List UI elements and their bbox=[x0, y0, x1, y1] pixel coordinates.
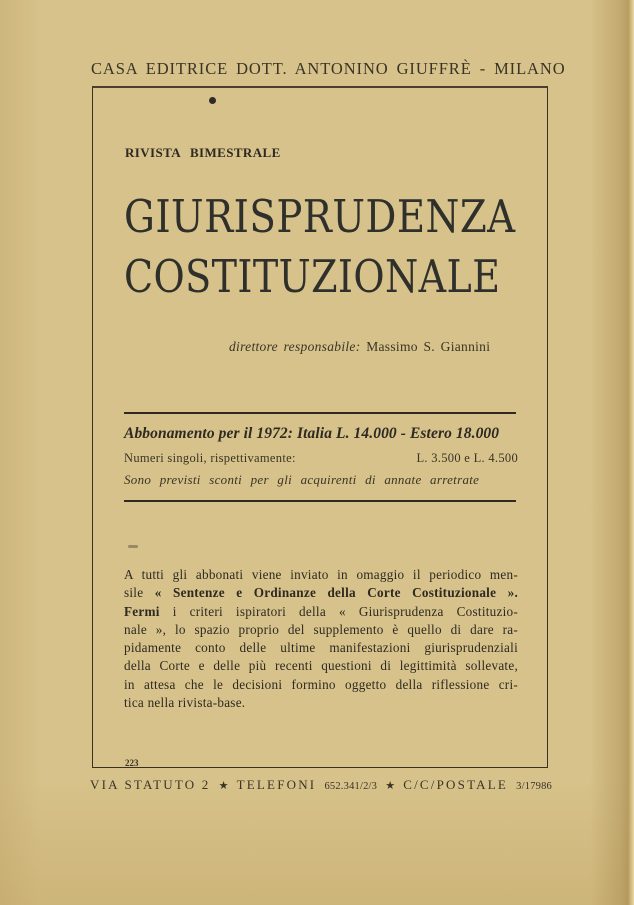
notice-paragraph bbox=[124, 566, 518, 712]
journal-title-line-1: GIURISPRUDENZA bbox=[124, 190, 516, 243]
postal-label: C/C/POSTALE bbox=[403, 777, 509, 792]
ink-smudge bbox=[128, 545, 138, 548]
postal-number: 3/17986 bbox=[516, 781, 552, 792]
divider-top bbox=[124, 412, 516, 414]
page-number: 223 bbox=[125, 758, 139, 768]
star-icon: ★ bbox=[385, 780, 396, 792]
director-credit bbox=[229, 339, 490, 355]
notice-line: sile « Sentenze e Ordinanze della Corte Costituzionale ». bbox=[124, 585, 519, 601]
single-issue-values: L. 3.500 e L. 4.500 bbox=[416, 451, 518, 465]
journal-title-line-2: COSTITUZIONALE bbox=[124, 250, 501, 303]
director-role: direttore responsabile: bbox=[229, 339, 361, 354]
ink-dot bbox=[209, 97, 216, 104]
phone-number: 652.341/2/3 bbox=[324, 781, 378, 792]
notice-line: della Corte e delle più recenti questioni di legittimità sollevate, bbox=[124, 658, 518, 674]
notice-line: tica nella rivista-base. bbox=[124, 695, 246, 711]
notice-line: Fermi i criteri ispiratori della « Giurisprudenza Costituzio- bbox=[124, 603, 518, 619]
single-issue-label: Numeri singoli, rispettivamente: bbox=[124, 451, 296, 465]
publisher-footer bbox=[90, 777, 552, 793]
notice-line: pidamente conto delle ultime manifestazioni giurisprudenziali bbox=[124, 640, 518, 656]
notice-line: in attesa che le decisioni formino oggetto della riflessione cri- bbox=[124, 676, 518, 692]
divider-bottom bbox=[124, 500, 516, 502]
page-edge bbox=[628, 0, 634, 905]
journal-type: RIVISTA BIMESTRALE bbox=[125, 145, 281, 160]
phone-label: TELEFONI bbox=[236, 777, 317, 792]
address: VIA STATUTO 2 bbox=[90, 777, 211, 792]
supplement-title: « Sentenze e Ordinanze della Corte Costituzionale ». bbox=[154, 585, 519, 601]
back-issue-discount: Sono previsti sconti per gli acquirenti di annate arretrate bbox=[124, 472, 480, 487]
star-icon: ★ bbox=[218, 780, 229, 792]
director-name: Massimo S. Giannini bbox=[366, 339, 491, 354]
notice-line: A tutti gli abbonati viene inviato in omaggio il periodico men- bbox=[124, 567, 518, 582]
notice-line: nale », lo spazio proprio del supplemento è quello di dare ra- bbox=[124, 621, 518, 637]
publisher-header: CASA EDITRICE DOTT. ANTONINO GIUFFRÈ - MILANO bbox=[91, 59, 566, 78]
subscription-price: Abbonamento per il 1972: Italia L. 14.000 - Estero 18.000 bbox=[124, 425, 500, 442]
single-issue-prices bbox=[124, 451, 518, 466]
